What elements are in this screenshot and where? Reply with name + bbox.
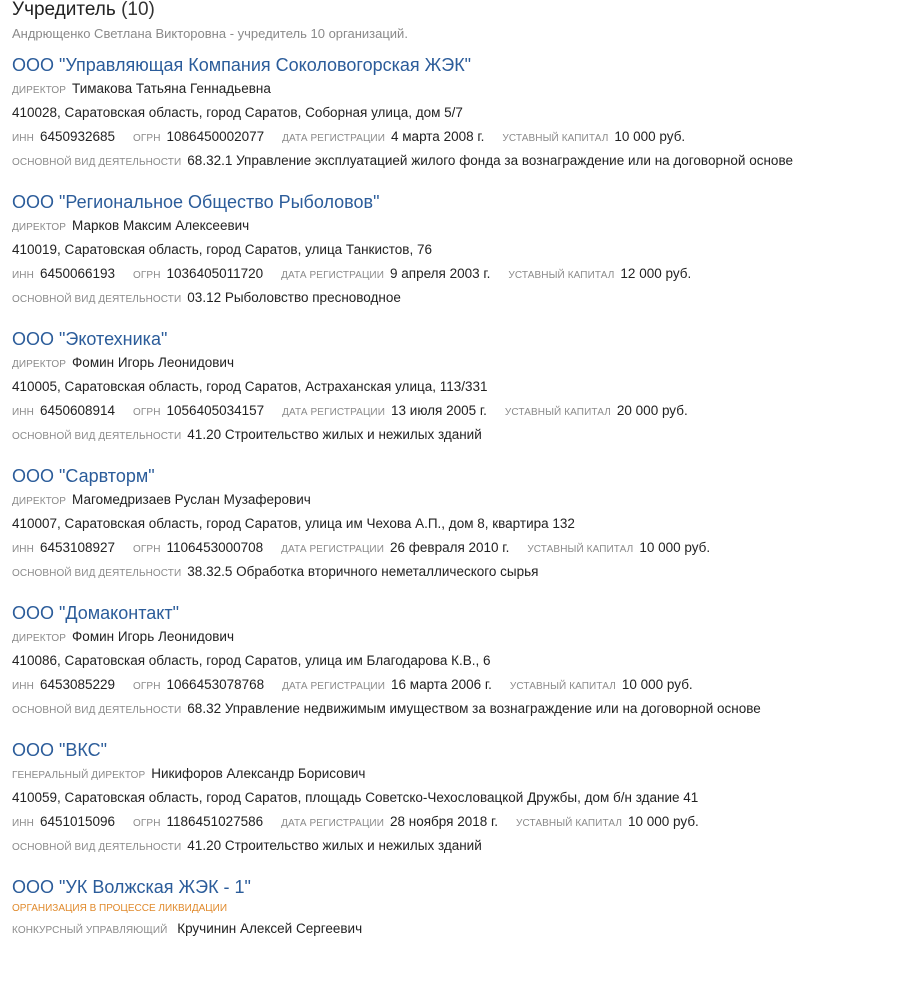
organization-link[interactable]: ООО "Сарвторм" bbox=[12, 466, 155, 486]
page-title bbox=[12, 0, 912, 24]
activity-label: ОСНОВНОЙ ВИД ДЕЯТЕЛЬНОСТИ bbox=[12, 568, 182, 579]
organization-card bbox=[12, 591, 912, 721]
inn-value: 6451015096 bbox=[39, 814, 116, 829]
organization-link[interactable]: ООО "ВКС" bbox=[12, 740, 108, 760]
director-role-label: ДИРЕКТОР bbox=[12, 222, 67, 233]
organization-card bbox=[12, 454, 912, 584]
inn-value: 6450608914 bbox=[39, 403, 116, 418]
reg-date-value: 13 июля 2005 г. bbox=[391, 403, 487, 418]
activity-label: ОСНОВНОЙ ВИД ДЕЯТЕЛЬНОСТИ bbox=[12, 431, 182, 442]
director-row bbox=[12, 625, 912, 649]
requisites-row bbox=[12, 673, 912, 697]
inn-label: ИНН bbox=[12, 407, 34, 418]
director-name: Марков Максим Алексеевич bbox=[72, 218, 250, 233]
inn-label: ИНН bbox=[12, 270, 34, 281]
organization-card bbox=[12, 43, 912, 173]
activity-value: 68.32 Управление недвижимым имуществом за вознаграждение или на договорной основе bbox=[187, 701, 761, 716]
address: 410007, Саратовская область, город Саратов, улица им Чехова А.П., дом 8, квартира 132 bbox=[12, 516, 575, 531]
activity-row bbox=[12, 423, 912, 447]
reg-date-value: 16 марта 2006 г. bbox=[391, 677, 492, 692]
ogrn-value: 1186451027586 bbox=[166, 814, 264, 829]
reg-date-label: ДАТА РЕГИСТРАЦИИ bbox=[281, 818, 385, 829]
reg-date-value: 4 марта 2008 г. bbox=[391, 129, 485, 144]
inn-label: ИНН bbox=[12, 133, 34, 144]
activity-label: ОСНОВНОЙ ВИД ДЕЯТЕЛЬНОСТИ bbox=[12, 294, 182, 305]
organization-card bbox=[12, 180, 912, 310]
address: 410005, Саратовская область, город Саратов, Астраханская улица, 113/331 bbox=[12, 379, 488, 394]
organization-link[interactable]: ООО "УК Волжская ЖЭК - 1" bbox=[12, 877, 251, 897]
founder-count: (10) bbox=[121, 0, 155, 20]
activity-row bbox=[12, 834, 912, 858]
requisites-row bbox=[12, 262, 912, 286]
requisites-row bbox=[12, 536, 912, 560]
organization-card bbox=[12, 865, 912, 941]
reg-date-label: ДАТА РЕГИСТРАЦИИ bbox=[282, 133, 386, 144]
director-name: Фомин Игорь Леонидович bbox=[72, 355, 234, 370]
ogrn-value: 1086450002077 bbox=[166, 129, 265, 144]
activity-label: ОСНОВНОЙ ВИД ДЕЯТЕЛЬНОСТИ bbox=[12, 842, 182, 853]
capital-value: 10 000 руб. bbox=[614, 129, 686, 144]
reg-date-label: ДАТА РЕГИСТРАЦИИ bbox=[281, 270, 385, 281]
capital-value: 10 000 руб. bbox=[621, 677, 693, 692]
ogrn-value: 1106453000708 bbox=[166, 540, 264, 555]
liquidation-status: ОРГАНИЗАЦИЯ В ПРОЦЕССЕ ЛИКВИДАЦИИ bbox=[12, 903, 228, 914]
inn-label: ИНН bbox=[12, 681, 34, 692]
director-row bbox=[12, 351, 912, 375]
page-title-text: Учредитель bbox=[12, 0, 116, 20]
capital-value: 10 000 руб. bbox=[639, 540, 711, 555]
address: 410086, Саратовская область, город Саратов, улица им Благодарова К.В., 6 bbox=[12, 653, 491, 668]
inn-value: 6453108927 bbox=[39, 540, 116, 555]
activity-label: ОСНОВНОЙ ВИД ДЕЯТЕЛЬНОСТИ bbox=[12, 705, 182, 716]
director-role-label: ДИРЕКТОР bbox=[12, 496, 67, 507]
activity-value: 41.20 Строительство жилых и нежилых зданий bbox=[187, 427, 482, 442]
ogrn-label: ОГРН bbox=[133, 407, 161, 418]
director-role-label: ДИРЕКТОР bbox=[12, 633, 67, 644]
requisites-row bbox=[12, 125, 912, 149]
reg-date-value: 28 ноября 2018 г. bbox=[390, 814, 499, 829]
activity-row bbox=[12, 560, 912, 584]
organization-list bbox=[12, 43, 912, 858]
director-name: Никифоров Александр Борисович bbox=[151, 766, 366, 781]
capital-value: 10 000 руб. bbox=[628, 814, 699, 829]
ogrn-value: 1036405011720 bbox=[166, 266, 264, 281]
activity-row bbox=[12, 149, 912, 173]
capital-value: 12 000 руб. bbox=[620, 266, 692, 281]
ogrn-label: ОГРН bbox=[133, 270, 161, 281]
page-subtitle: Андрющенко Светлана Викторовна - учредитель 10 организаций. bbox=[12, 26, 408, 41]
activity-row bbox=[12, 697, 912, 721]
inn-value: 6450066193 bbox=[39, 266, 116, 281]
ogrn-label: ОГРН bbox=[133, 681, 161, 692]
activity-value: 68.32.1 Управление эксплуатацией жилого фонда за вознаграждение или на договорной основе bbox=[187, 153, 793, 168]
activity-row bbox=[12, 286, 912, 310]
capital-label: УСТАВНЫЙ КАПИТАЛ bbox=[508, 270, 615, 281]
capital-label: УСТАВНЫЙ КАПИТАЛ bbox=[504, 407, 611, 418]
director-role-label: ДИРЕКТОР bbox=[12, 85, 67, 96]
reg-date-label: ДАТА РЕГИСТРАЦИИ bbox=[281, 544, 385, 555]
director-name: Магомедризаев Руслан Музаферович bbox=[72, 492, 311, 507]
capital-label: УСТАВНЫЙ КАПИТАЛ bbox=[509, 681, 616, 692]
activity-value: 03.12 Рыболовство пресноводное bbox=[187, 290, 401, 305]
director-row bbox=[12, 762, 912, 786]
inn-label: ИНН bbox=[12, 818, 34, 829]
manager-row bbox=[12, 917, 912, 941]
organization-link[interactable]: ООО "Домаконтакт" bbox=[12, 603, 179, 623]
address: 410028, Саратовская область, город Саратов, Соборная улица, дом 5/7 bbox=[12, 105, 463, 120]
director-row bbox=[12, 214, 912, 238]
reg-date-label: ДАТА РЕГИСТРАЦИИ bbox=[282, 681, 386, 692]
capital-label: УСТАВНЫЙ КАПИТАЛ bbox=[527, 544, 634, 555]
activity-label: ОСНОВНОЙ ВИД ДЕЯТЕЛЬНОСТИ bbox=[12, 157, 182, 168]
ogrn-label: ОГРН bbox=[133, 818, 161, 829]
organization-link[interactable]: ООО "Управляющая Компания Соколовогорская ЖЭК" bbox=[12, 55, 472, 75]
capital-label: УСТАВНЫЙ КАПИТАЛ bbox=[516, 818, 623, 829]
activity-value: 38.32.5 Обработка вторичного неметаллического сырья bbox=[187, 564, 539, 579]
ogrn-value: 1056405034157 bbox=[166, 403, 265, 418]
ogrn-label: ОГРН bbox=[133, 133, 161, 144]
director-name: Фомин Игорь Леонидович bbox=[72, 629, 234, 644]
reg-date-value: 9 апреля 2003 г. bbox=[390, 266, 491, 281]
director-name: Тимакова Татьяна Геннадьевна bbox=[72, 81, 271, 96]
ogrn-value: 1066453078768 bbox=[166, 677, 265, 692]
address: 410019, Саратовская область, город Саратов, улица Танкистов, 76 bbox=[12, 242, 432, 257]
inn-value: 6450932685 bbox=[39, 129, 116, 144]
reg-date-value: 26 февраля 2010 г. bbox=[390, 540, 510, 555]
address: 410059, Саратовская область, город Саратов, площадь Советско-Чехословацкой Дружбы, дом б/н здание 41 bbox=[12, 790, 699, 805]
manager-role-label: КОНКУРСНЫЙ УПРАВЛЯЮЩИЙ bbox=[12, 925, 168, 936]
requisites-row bbox=[12, 399, 912, 423]
director-role-label: ДИРЕКТОР bbox=[12, 359, 67, 370]
organization-link[interactable]: ООО "Экотехника" bbox=[12, 329, 168, 349]
director-row bbox=[12, 488, 912, 512]
organization-card bbox=[12, 728, 912, 858]
manager-name: Кручинин Алексей Сергеевич bbox=[177, 921, 363, 936]
organization-link[interactable]: ООО "Региональное Общество Рыболовов" bbox=[12, 192, 380, 212]
requisites-row bbox=[12, 810, 912, 834]
activity-value: 41.20 Строительство жилых и нежилых зданий bbox=[187, 838, 482, 853]
director-row bbox=[12, 77, 912, 101]
inn-label: ИНН bbox=[12, 544, 34, 555]
capital-label: УСТАВНЫЙ КАПИТАЛ bbox=[502, 133, 609, 144]
director-role-label: ГЕНЕРАЛЬНЫЙ ДИРЕКТОР bbox=[12, 770, 146, 781]
organization-card bbox=[12, 317, 912, 447]
reg-date-label: ДАТА РЕГИСТРАЦИИ bbox=[282, 407, 386, 418]
capital-value: 20 000 руб. bbox=[616, 403, 688, 418]
inn-value: 6453085229 bbox=[39, 677, 116, 692]
ogrn-label: ОГРН bbox=[133, 544, 161, 555]
